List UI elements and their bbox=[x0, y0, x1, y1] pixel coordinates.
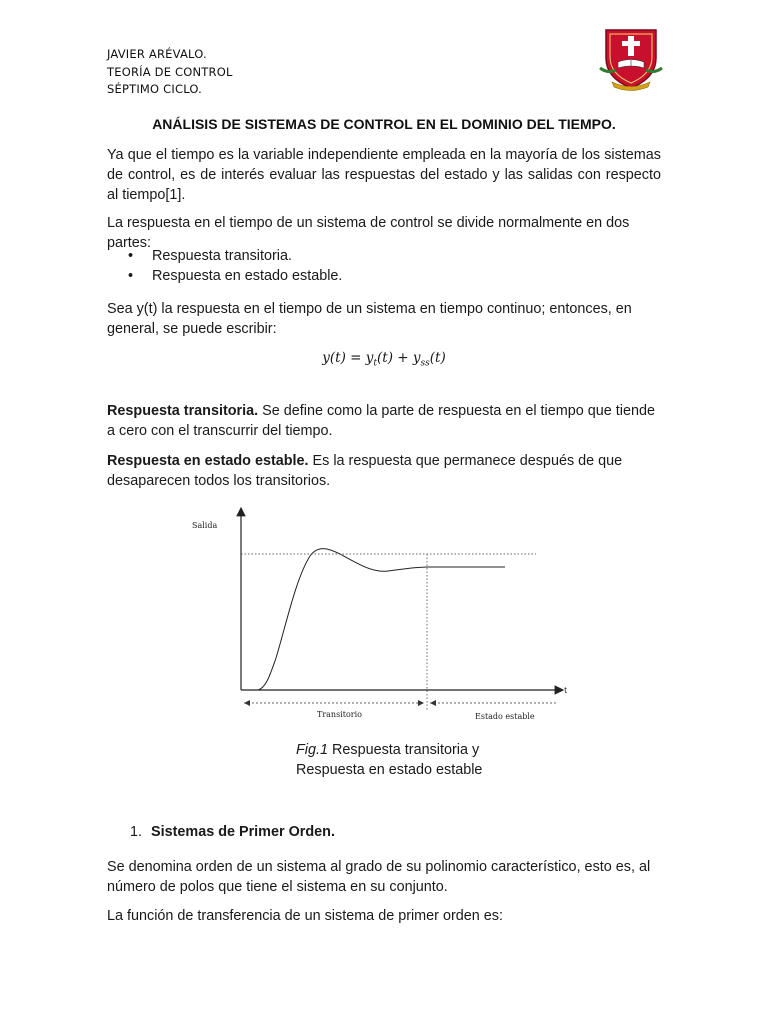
section-number: 1. bbox=[130, 824, 143, 840]
university-crest-logo bbox=[598, 24, 664, 92]
figure-caption: Fig.1 Respuesta transitoria y Respuesta en estado estable bbox=[296, 742, 483, 778]
order-definition-paragraph: Se denomina orden de un sistema al grado de su polinomio característico, esto es, al número de polos que tiene el sistema en su conjunto. bbox=[107, 859, 651, 895]
response-equation: $y(t) = y_t(t) + y_{ss}(t)$ bbox=[322, 350, 446, 369]
steady-region-label: Estado estable bbox=[475, 712, 535, 721]
figure-label: Fig.1 bbox=[296, 742, 328, 758]
x-axis-label: t bbox=[564, 686, 568, 695]
let-y-paragraph: Sea y(t) la respuesta en el tiempo de un sistema en tiempo continuo; entonces, en general, se puede escribir: bbox=[107, 301, 632, 337]
course-name: TEORÍA DE CONTROL bbox=[107, 64, 233, 79]
response-parts-list bbox=[107, 246, 342, 286]
division-paragraph: La respuesta en el tiempo de un sistema de control se divide normalmente en dos partes: bbox=[107, 215, 630, 251]
section-heading bbox=[130, 824, 335, 840]
step-response-curve bbox=[241, 549, 505, 690]
transient-definition: Respuesta transitoria. Se define como la parte de respuesta en el tiempo que tiende a cero con el transcurrir del tiempo. bbox=[107, 403, 655, 439]
step-response-figure bbox=[178, 500, 578, 730]
transient-term: Respuesta transitoria. bbox=[107, 403, 259, 419]
list-item: • Respuesta en estado estable. bbox=[128, 268, 343, 284]
bullet-icon: • bbox=[128, 248, 134, 264]
steady-state-definition: Respuesta en estado estable. Es la respuesta que permanece después de que desaparecen todos los transitorios. bbox=[107, 453, 623, 489]
cycle-name: SÉPTIMO CICLO. bbox=[107, 82, 203, 96]
document-header bbox=[107, 46, 233, 99]
bullet-icon: • bbox=[128, 268, 134, 284]
page-title: ANÁLISIS DE SISTEMAS DE CONTROL EN EL DOMINIO DEL TIEMPO. bbox=[152, 116, 616, 132]
transfer-function-intro: La función de transferencia de un sistema de primer orden es: bbox=[107, 908, 503, 924]
author-name: JAVIER ARÉVALO. bbox=[107, 47, 207, 61]
intro-paragraph: Ya que el tiempo es la variable independiente empleada en la mayoría de los sistemas de control, es de interés evaluar las respuestas del estado y las salidas con respecto al tiempo[1]. bbox=[107, 147, 661, 203]
transient-region-label: Transitorio bbox=[317, 710, 362, 719]
y-axis-label: Salida bbox=[192, 521, 218, 530]
steady-state-term: Respuesta en estado estable. bbox=[107, 453, 309, 469]
list-item: • Respuesta transitoria. bbox=[128, 248, 292, 264]
section-title: Sistemas de Primer Orden. bbox=[151, 824, 335, 840]
